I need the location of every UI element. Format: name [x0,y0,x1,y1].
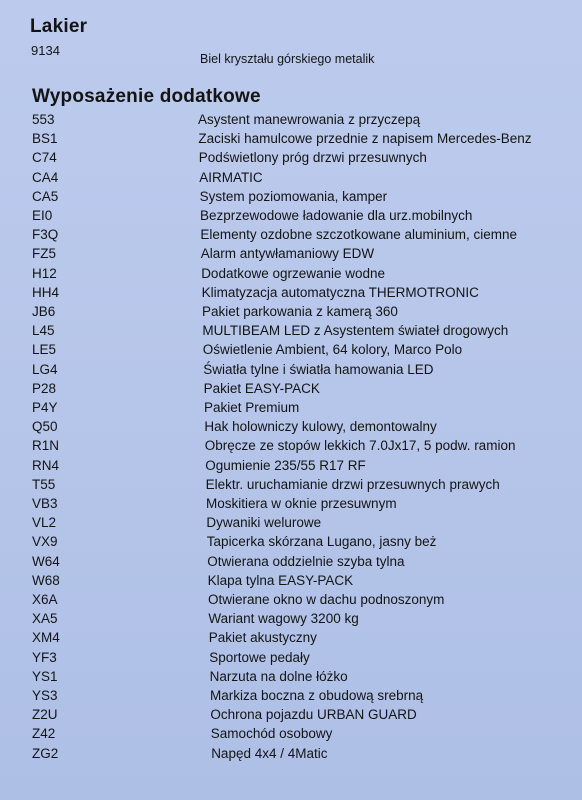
equipment-description: Zaciski hamulcowe przednie z napisem Mercedes-Benz [198,131,532,147]
equipment-code: CA4 [32,169,59,185]
equipment-code: R1N [32,438,60,454]
list-item [0,380,582,400]
list-item [0,668,582,688]
list-item [0,495,582,515]
list-item [0,610,582,630]
equipment-code: L45 [32,323,55,339]
equipment-description: MULTIBEAM LED z Asystentem świateł drogowych [202,323,509,339]
equipment-code: VL2 [32,515,57,531]
list-item [0,687,582,707]
equipment-code: BS1 [32,131,58,147]
equipment-code: H12 [32,265,57,281]
list-item [0,226,582,246]
equipment-code: Z2U [32,707,58,723]
list-item [0,437,582,457]
equipment-description: Dywaniki welurowe [206,515,322,531]
list-item [0,572,582,592]
list-item [0,706,582,726]
list-item [0,188,582,208]
equipment-description: Asystent manewrowania z przyczepą [198,112,421,127]
equipment-description: Otwierane okno w dachu podnoszonym [208,592,445,607]
equipment-code: EI0 [32,208,53,223]
list-item [0,418,582,438]
list-item [0,130,582,150]
list-item [0,533,582,553]
equipment-description: Klapa tylna EASY-PACK [207,572,354,588]
equipment-description: Elementy ozdobne szczotkowane aluminium, ciemne [200,227,518,243]
equipment-code: LG4 [32,361,58,377]
equipment-code: CA5 [32,188,59,204]
equipment-code: VB3 [32,496,58,511]
equipment-description: Alarm antywłamaniowy EDW [200,246,375,262]
list-item [0,725,582,745]
equipment-description: Bezprzewodowe ładowanie dla urz.mobilnych [200,208,473,223]
equipment-description: Światła tylne i światła hamowania LED [203,361,434,377]
equipment-code: YS1 [32,668,58,684]
equipment-description: Pakiet parkowania z kamerą 360 [202,304,398,319]
equipment-description: Pakiet EASY-PACK [203,380,320,396]
list-item [0,399,582,419]
equipment-code: C74 [32,150,57,166]
equipment-code: W64 [32,553,60,569]
equipment-description: Elektr. uruchamianie drzwi przesuwnych prawych [205,476,500,492]
equipment-description: Pakiet Premium [204,400,300,415]
equipment-description: Samochód osobowy [210,726,333,742]
list-item [0,629,582,649]
equipment-code: W68 [32,572,60,588]
list-item [0,361,582,381]
list-item [0,111,582,131]
equipment-code: LE5 [32,342,57,358]
equipment-description: Ochrona pojazdu URBAN GUARD [210,707,417,723]
list-item [0,745,582,765]
list-item [0,514,582,534]
list-item [0,284,582,304]
equipment-code: RN4 [32,457,60,473]
list-item [0,322,582,342]
list-item [0,265,582,285]
list-item [0,169,582,189]
equipment-code: Q50 [32,419,58,435]
equipment-code: 553 [32,112,55,127]
equipment-description: Moskitiera w oknie przesuwnym [206,496,397,511]
equipment-description: Narzuta na dolne łóżko [209,668,348,684]
equipment-description: Sportowe pedały [209,649,310,665]
equipment-code: FZ5 [32,246,57,262]
equipment-description: Obręcze ze stopów lekkich 7.0Jx17, 5 podw. ramion [204,438,516,454]
equipment-code: P28 [32,380,57,396]
equipment-code: Z42 [32,726,56,742]
paint-section-title: Lakier [30,16,88,37]
equipment-description: Markiza boczna z obudową srebrną [210,688,424,703]
equipment-code: ZG2 [32,745,59,761]
equipment-description: System poziomowania, kamper [199,188,388,204]
equipment-code: HH4 [32,284,60,300]
equipment-description: Ogumienie 235/55 R17 RF [205,457,366,473]
list-item [0,149,582,169]
list-item [0,341,582,361]
equipment-description: Pakiet akustyczny [208,630,317,646]
equipment-code: P4Y [32,400,58,415]
list-item [0,457,582,477]
equipment-code: YS3 [32,688,58,703]
list-item [0,245,582,265]
equipment-code: X6A [32,592,58,607]
equipment-description: AIRMATIC [199,169,263,185]
equipment-description: Hak holowniczy kulowy, demontowalny [204,419,437,435]
equipment-code: T55 [32,476,56,492]
paint-code: 9134 [31,43,60,58]
equipment-section-title: Wyposażenie dodatkowe [32,86,261,107]
list-item [0,303,582,323]
equipment-code: XA5 [32,611,58,627]
list-item [0,649,582,669]
paint-name: Biel kryształu górskiego metalik [200,52,375,66]
equipment-description: Dodatkowe ogrzewanie wodne [201,265,386,281]
equipment-description: Klimatyzacja automatyczna THERMOTRONIC [201,284,479,300]
equipment-description: Napęd 4x4 / 4Matic [211,745,328,761]
equipment-code: YF3 [32,649,57,665]
equipment-description: Wariant wagowy 3200 kg [208,611,359,627]
equipment-code: F3Q [32,227,59,243]
equipment-code: JB6 [32,304,56,319]
equipment-description: Tapicerka skórzana Lugano, jasny beż [206,534,437,550]
equipment-code: VX9 [32,534,58,550]
equipment-description: Oświetlenie Ambient, 64 kolory, Marco Polo [202,342,463,358]
equipment-description: Podświetlony próg drzwi przesuwnych [198,150,427,166]
list-item [0,591,582,611]
list-item [0,207,582,227]
equipment-description: Otwierana oddzielnie szyba tylna [207,553,405,569]
equipment-code: XM4 [32,630,60,646]
list-item [0,476,582,496]
list-item [0,553,582,573]
